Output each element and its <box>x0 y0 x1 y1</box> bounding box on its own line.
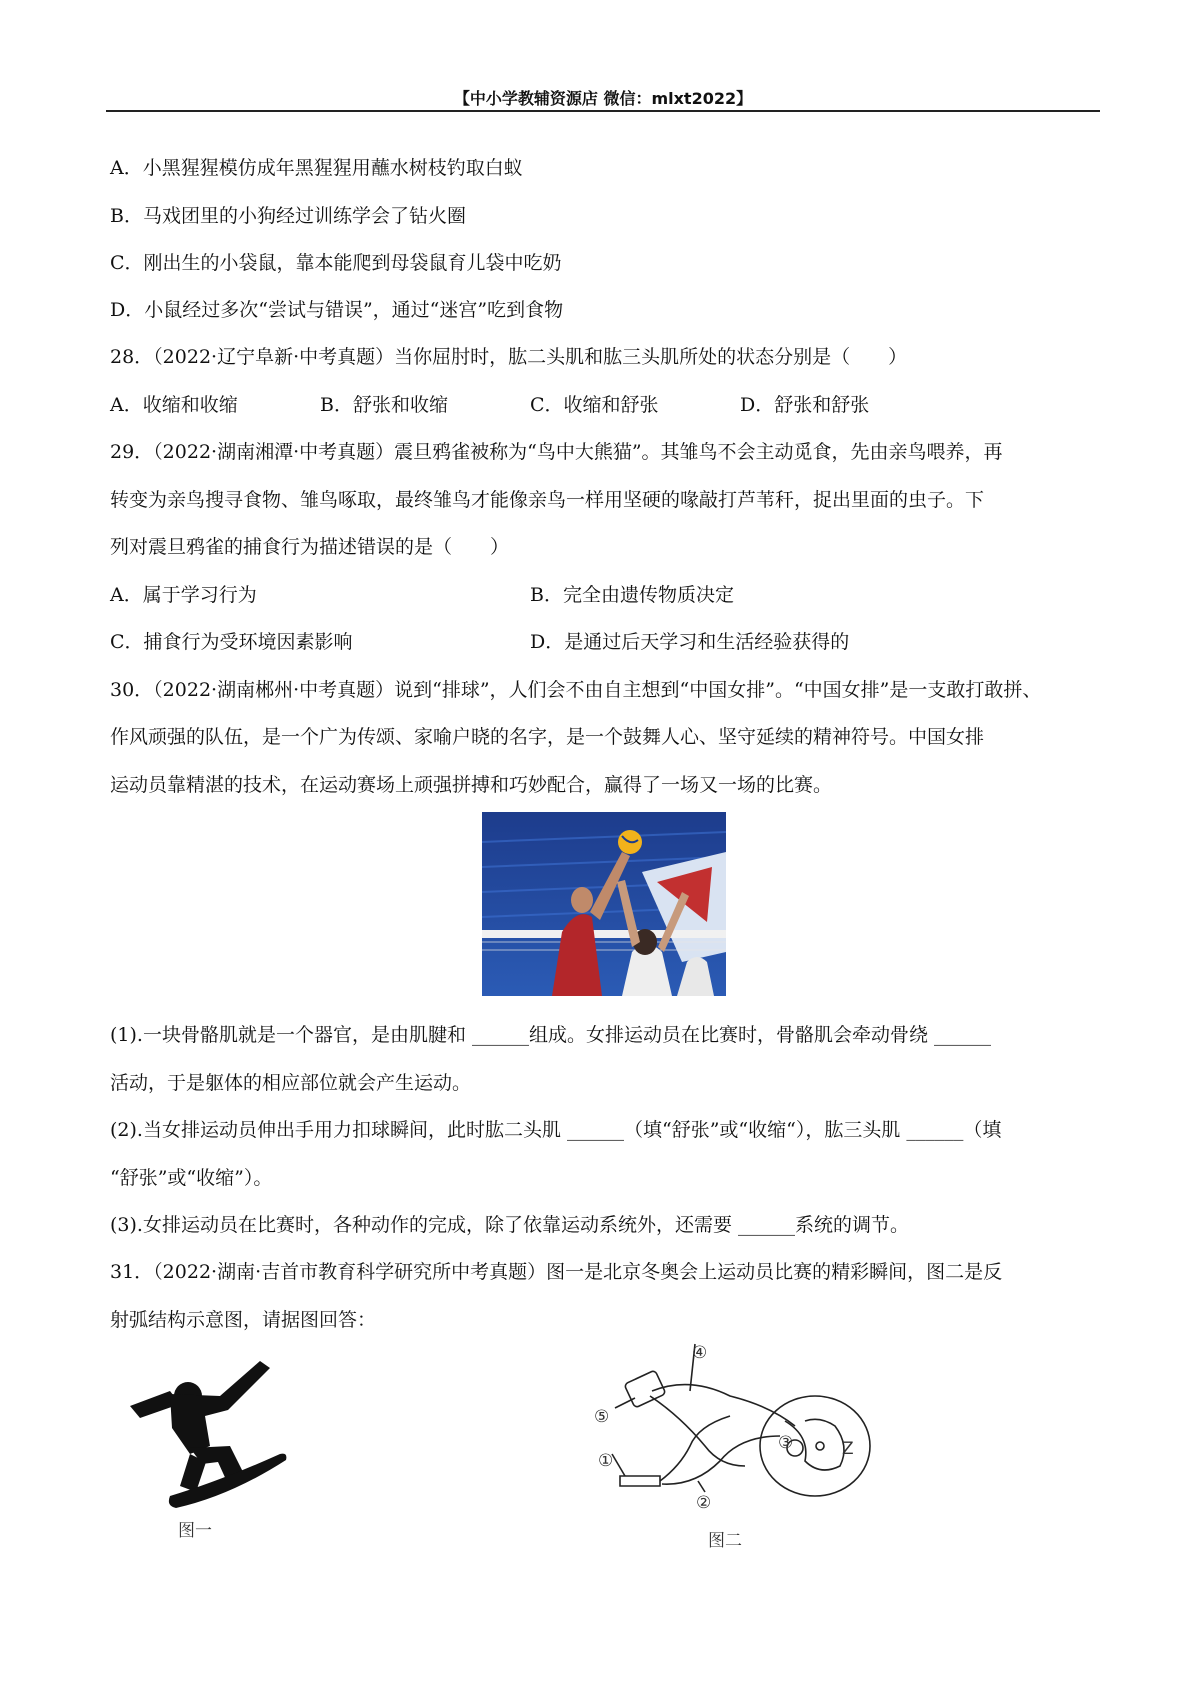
q29-options-row-2 <box>110 628 950 656</box>
q30-stem-line-2: 作风顽强的队伍，是一个广为传颂、家喻户晓的名字，是一个鼓舞人心、坚守延续的精神符号。中国女排 <box>110 726 985 748</box>
figure-2-label: 图二 <box>708 1531 742 1551</box>
figure-2-reflex-arc <box>580 1336 880 1556</box>
q31-stem-line-1: 31．（2022·湖南·吉首市教育科学研究所中考真题）图一是北京冬奥会上运动员比赛的精彩瞬间，图二是反 <box>110 1261 1003 1283</box>
marker-1: ① <box>598 1451 614 1471</box>
q30-sub-line-4: “舒张”或“收缩”）。 <box>110 1167 273 1189</box>
marker-3: ③ <box>778 1433 794 1453</box>
q28-stem: 28．（2022·辽宁阜新·中考真题）当你屈肘时，肱二头肌和肱三头肌所处的状态分别是（ ） <box>110 346 908 368</box>
figure-1-label: 图一 <box>178 1521 212 1541</box>
header-rule <box>106 110 1100 112</box>
q27-option-c: C．刚出生的小袋鼠，靠本能爬到母袋鼠育儿袋中吃奶 <box>110 252 562 274</box>
volleyball-photo <box>482 812 726 996</box>
q30-sub-line-1: (1).一块骨骼肌就是一个器官，是由肌腱和 ______组成。女排运动员在比赛时，骨骼肌会牵动骨绕 ______ <box>110 1024 992 1046</box>
q27-option-b: B．马戏团里的小狗经过训练学会了钻火圈 <box>110 205 466 227</box>
q30-sub-line-2: 活动，于是躯体的相应部位就会产生运动。 <box>110 1072 472 1094</box>
q30-sub-line-3: (2).当女排运动员伸出手用力扣球瞬间，此时肱二头肌 ______（填“舒张”或“收缩“），肱三头肌 ______（填 <box>110 1119 1002 1141</box>
q28-option-b: B．舒张和收缩 <box>320 394 448 416</box>
q29-option-c: C．捕食行为受环境因素影响 <box>110 631 353 653</box>
q29-option-d: D．是通过后天学习和生活经验获得的 <box>530 631 850 653</box>
q28-options <box>110 391 950 419</box>
q29-stem-line-1: 29．（2022·湖南湘潭·中考真题）震旦鸦雀被称为“鸟中大熊猫”。其雏鸟不会主动觅食，先由亲鸟喂养，再 <box>110 441 1003 463</box>
page-header: 【中小学教辅资源店 微信：mlxt2022】 <box>453 89 753 108</box>
marker-5: ⑤ <box>594 1407 610 1427</box>
q29-option-a: A．属于学习行为 <box>110 584 257 606</box>
q27-option-d: D．小鼠经过多次“尝试与错误”，通过“迷宫”吃到食物 <box>110 299 564 321</box>
q28-option-c: C．收缩和舒张 <box>530 394 659 416</box>
q28-option-a: A．收缩和收缩 <box>110 394 238 416</box>
q27-option-a: A．小黑猩猩模仿成年黑猩猩用蘸水树枝钓取白蚁 <box>110 157 523 179</box>
marker-4: ④ <box>692 1343 708 1363</box>
q29-stem-line-2: 转变为亲鸟搜寻食物、雏鸟啄取，最终雏鸟才能像亲鸟一样用坚硬的喙敲打芦苇秆，捉出里面的虫子。下 <box>110 489 985 511</box>
q31-stem-line-2: 射弧结构示意图，请据图回答： <box>110 1309 377 1331</box>
marker-2: ② <box>696 1493 712 1513</box>
q29-option-b: B．完全由遗传物质决定 <box>530 584 734 606</box>
q30-stem-line-1: 30．（2022·湖南郴州·中考真题）说到“排球”，人们会不由自主想到“中国女排”。“中国女排”是一支敢打敢拼、 <box>110 679 1042 701</box>
q29-stem-line-3: 列对震旦鸦雀的捕食行为描述错误的是（ ） <box>110 536 510 558</box>
q30-sub-line-5: (3).女排运动员在比赛时，各种动作的完成，除了依靠运动系统外，还需要 ______系统的调节。 <box>110 1214 909 1236</box>
q29-options-row-1 <box>110 581 950 609</box>
figure-1-snowboarder <box>110 1336 350 1546</box>
q28-option-d: D．舒张和舒张 <box>740 394 870 416</box>
q30-stem-line-3: 运动员靠精湛的技术，在运动赛场上顽强拼搏和巧妙配合，赢得了一场又一场的比赛。 <box>110 774 833 796</box>
marker-z: Z <box>842 1439 854 1459</box>
